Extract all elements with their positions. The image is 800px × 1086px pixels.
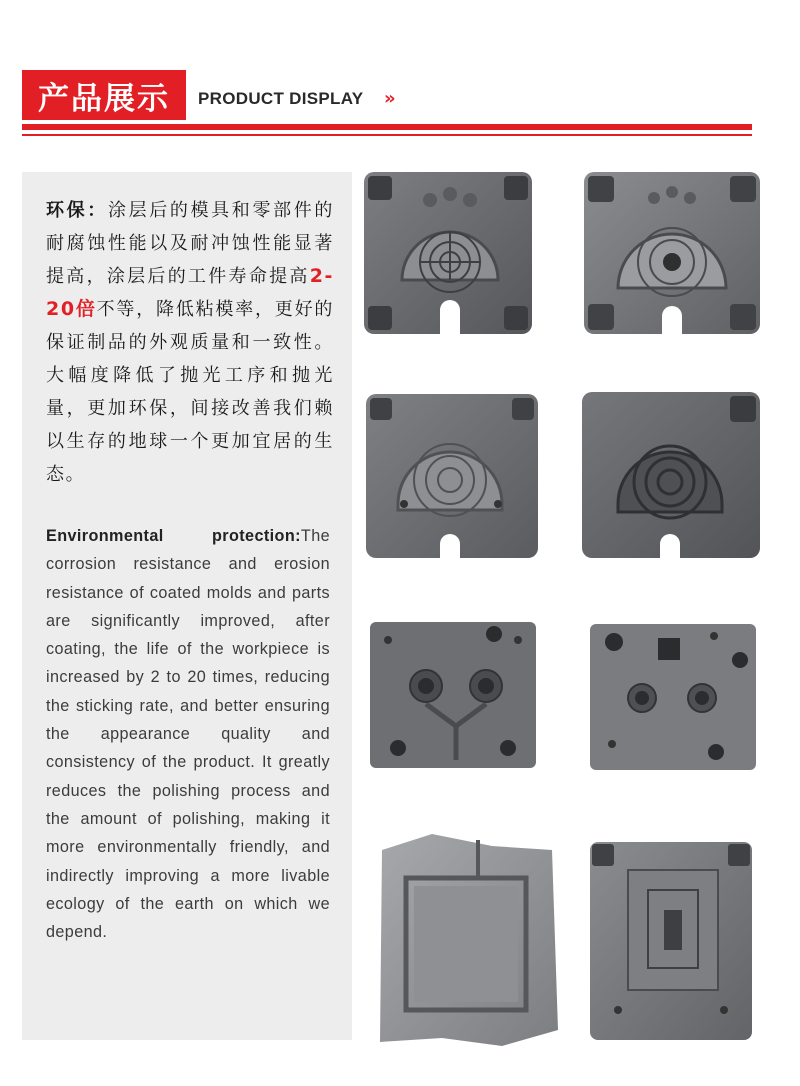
cn-highlight: 2-20倍 [46,265,334,320]
en-text: The corrosion resistance and erosion resistance of coated molds and parts are significantly improved, after coating, the life of the workpiece is increased by 2 to 20 times, reducing the sticking rate, and better ensuring the appearance quality and consistency of the product. It greatly reduces the polishing process and the amount of polishing, making it more environmentally friendly, and indirectly improving a more livable ecology of the earth on which we depend. [46,527,330,942]
mold-photo-7 [372,830,562,1050]
mold-photo-1 [362,170,534,336]
chinese-paragraph [46,194,334,491]
mold-photo-4 [580,390,762,560]
mold-photo-5 [368,620,538,770]
cn-lead: 环保： [46,200,108,221]
en-lead: Environmental protection: [46,527,301,545]
header [0,0,800,140]
title-cn-badge: 产品展示 [22,70,186,120]
english-paragraph [46,522,330,946]
mold-photo-2 [582,170,762,336]
cn-text-before: 涂层后的模具和零部件的耐腐蚀性能以及耐冲蚀性能显著提高，涂层后的工件寿命提高 [46,200,334,287]
cn-text-after: 不等，降低粘模率，更好的保证制品的外观质量和一致性。大幅度降低了抛光工序和抛光量，更加环保，间接改善我们赖以生存的地球一个更加宜居的生态。 [46,299,334,485]
mold-photo-3 [364,392,540,560]
header-rule-thick [22,124,752,130]
header-rule-thin [22,134,752,136]
mold-photo-6 [588,622,758,772]
mold-photo-8 [588,840,754,1042]
chevron-right-icon: » [384,88,396,109]
title-en: PRODUCT DISPLAY [198,89,364,108]
